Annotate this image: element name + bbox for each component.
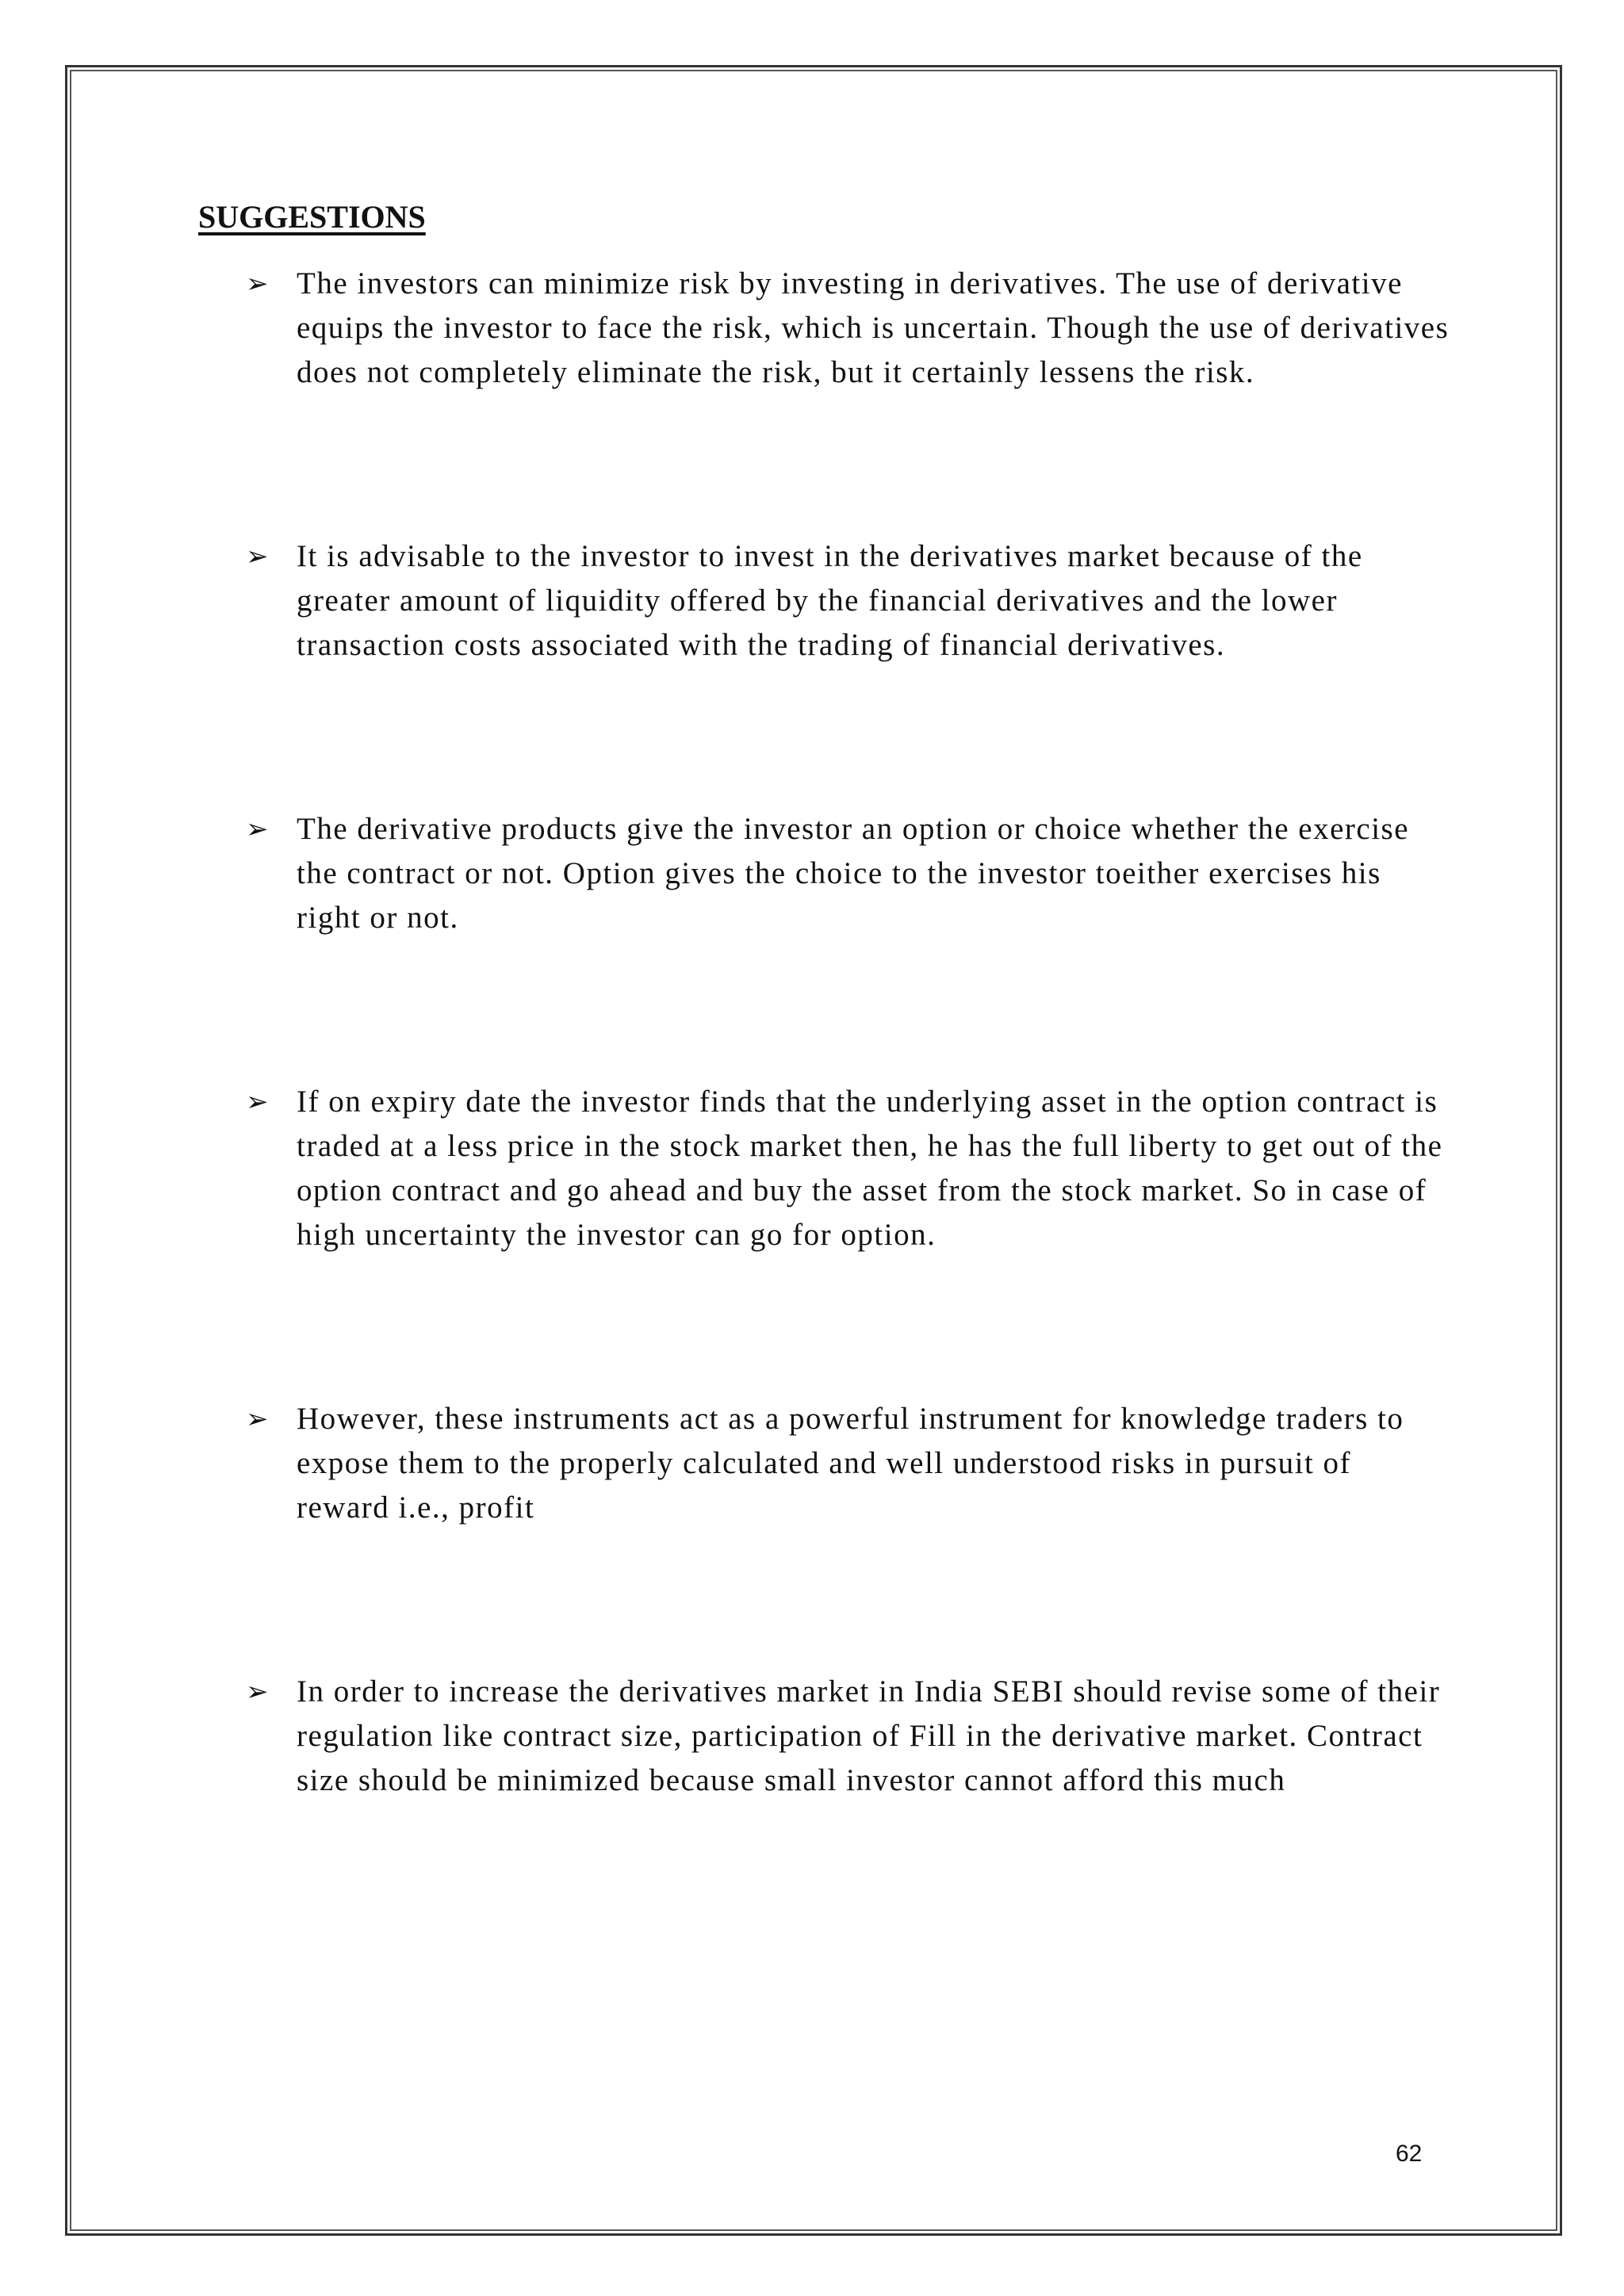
- list-item: [246, 1397, 1451, 1530]
- list-item-text: If on expiry date the investor finds that the underlying asset in the option contract is traded at a less price in the stock market then, he has the full liberty to get out of the option contract and go ahead and buy the asset from the stock market. So in case of high uncertainty the investor can go for option.: [297, 1085, 1443, 1252]
- list-item: [246, 534, 1451, 668]
- section-heading: SUGGESTIONS: [198, 199, 426, 235]
- arrow-bullet-icon: ➢: [246, 1086, 270, 1118]
- list-item-text: In order to increase the derivatives market in India SEBI should revise some of their regulation like contract size, participation of Fill in the derivative market. Contract size should be minimized because small investor cannot afford this much: [297, 1674, 1441, 1797]
- list-item: [246, 1080, 1451, 1257]
- suggestions-list: [246, 262, 1451, 1803]
- list-item: [246, 1670, 1451, 1803]
- list-item-text: The investors can minimize risk by investing in derivatives. The use of derivative equips the investor to face the risk, which is uncertain. Though the use of derivatives does not completely eliminate the risk, but it certainly lessens the risk.: [297, 266, 1450, 389]
- list-item: [246, 262, 1451, 395]
- list-item-text: The derivative products give the investor an option or choice whether the exercise the contract or not. Option gives the choice to the investor toeither exercises his right or not.: [297, 812, 1410, 935]
- arrow-bullet-icon: ➢: [246, 268, 270, 300]
- list-item-text: However, these instruments act as a powerful instrument for knowledge traders to expose them to the properly calculated and well understood risks in pursuit of reward i.e., profit: [297, 1402, 1404, 1525]
- arrow-bullet-icon: ➢: [246, 1403, 270, 1435]
- arrow-bullet-icon: ➢: [246, 1676, 270, 1708]
- page-number: 62: [1396, 2141, 1423, 2167]
- list-item-text: It is advisable to the investor to invest in the derivatives market because of the greater amount of liquidity offered by the financial derivatives and the lower transaction costs associated with the trading of financial derivatives.: [297, 539, 1363, 662]
- arrow-bullet-icon: ➢: [246, 813, 270, 845]
- list-item: [246, 807, 1451, 940]
- arrow-bullet-icon: ➢: [246, 541, 270, 572]
